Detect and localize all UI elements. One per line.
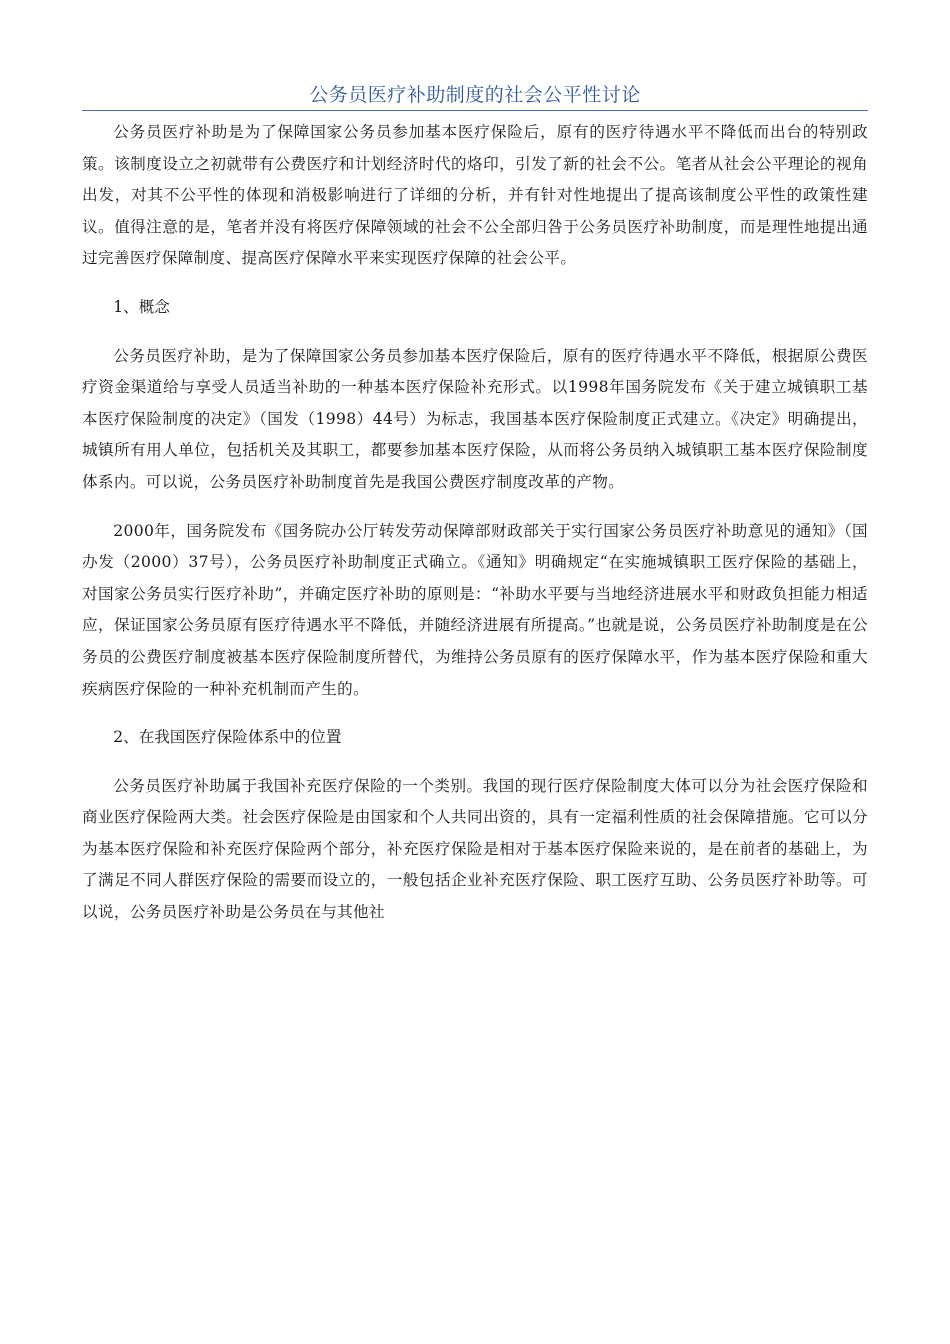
document-page (82, 70, 868, 946)
section-heading-position: 2、在我国医疗保险体系中的位置 (113, 728, 342, 747)
intro-paragraph: 公务员医疗补助是为了保障国家公务员参加基本医疗保险后，原有的医疗待遇水平不降低而出台的特别政策。该制度设立之初就带有公费医疗和计划经济时代的烙印，引发了新的社会不公。笔者从社会公平理论的视角出发，对其不公平性的体现和消极影响进行了详细的分析，并有针对性地提出了提高该制度公平性的政策性建议。值得注意的是，笔者并没有将医疗保障领域的社会不公全部归咎于公务员医疗补助制度，而是理性地提出通过完善医疗保障制度、提高医疗保障水平来实现医疗保障的社会公平。 (82, 123, 868, 268)
section-heading-concept: 1、概念 (113, 297, 170, 316)
title-underline (82, 110, 868, 111)
document-title: 公务员医疗补助制度的社会公平性讨论 (309, 84, 641, 106)
position-paragraph: 公务员医疗补助属于我国补充医疗保险的一个类别。我国的现行医疗保险制度大体可以分为社会医疗保险和商业医疗保险两大类。社会医疗保险是由国家和个人共同出资的，具有一定福利性质的社会保障措施。它可以分为基本医疗保险和补充医疗保险两个部分，补充医疗保险是相对于基本医疗保险来说的，是在前者的基础上，为了满足不同人群医疗保险的需要而设立的，一般包括企业补充医疗保险、职工医疗互助、公务员医疗补助等。可以说，公务员医疗补助是公务员在与其他社 (82, 776, 868, 922)
concept-paragraph-1: 公务员医疗补助，是为了保障国家公务员参加基本医疗保险后，原有的医疗待遇水平不降低，根据原公费医疗资金渠道给与享受人员适当补助的一种基本医疗保险补充形式。以1998年国务院发布《关于建立城镇职工基本医疗保险制度的决定》（国发（1998）44号）为标志，我国基本医疗保险制度正式建立。《决定》明确提出，城镇所有用人单位，包括机关及其职工，都要参加基本医疗保险，从而将公务员纳入城镇职工基本医疗保险制度体系内。可以说，公务员医疗补助制度首先是我国公费医疗制度改革的产物。 (82, 346, 868, 491)
concept-paragraph-2: 2000年，国务院发布《国务院办公厅转发劳动保障部财政部关于实行国家公务员医疗补助意见的通知》（国办发（2000）37号），公务员医疗补助制度正式确立。《通知》明确规定“在实施城镇职工医疗保险的基础上，对国家公务员实行医疗补助”，并确定医疗补助的原则是：“补助水平要与当地经济进展水平和财政负担能力相适应，保证国家公务员原有医疗待遇水平不降低，并随经济进展有所提高。”也就是说，公务员医疗补助制度是在公务员的公费医疗制度被基本医疗保险制度所替代，为维持公务员原有的医疗保障水平，作为基本医疗保险和重大疾病医疗保险的一种补充机制而产生的。 (82, 521, 868, 698)
